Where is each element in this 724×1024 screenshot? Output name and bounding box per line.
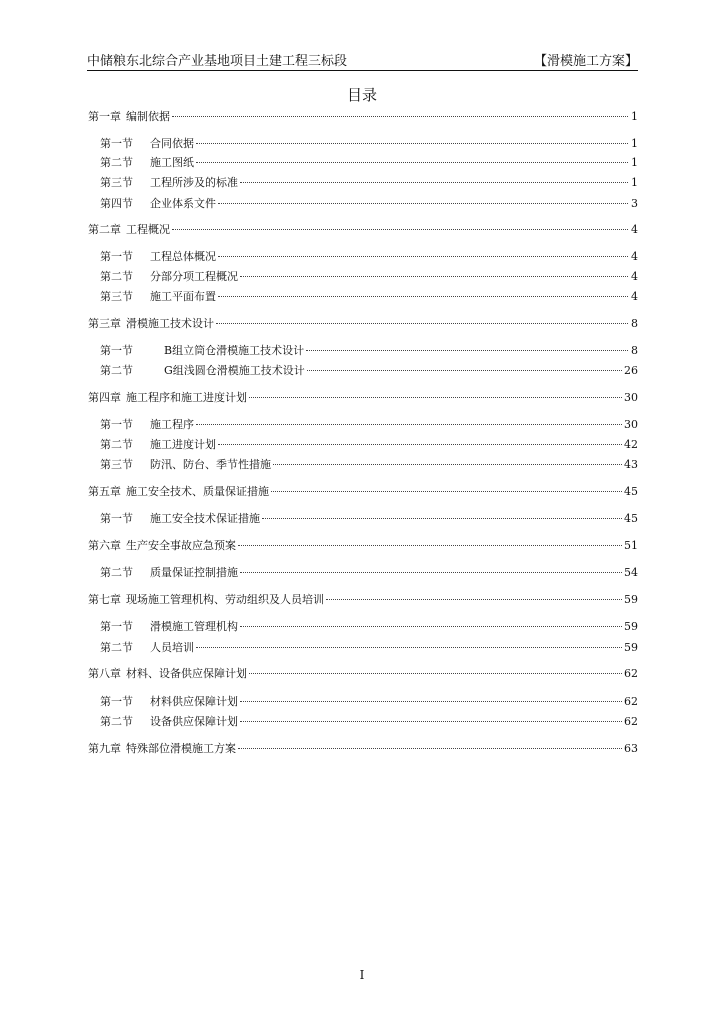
toc-entry-title: 材料供应保障计划 <box>150 695 238 708</box>
toc-entry-page: 8 <box>631 344 638 357</box>
toc-dot-leader <box>196 142 628 144</box>
toc-entry-number: 第二章 <box>88 223 121 236</box>
toc-entry-number: 第二节 <box>100 156 133 169</box>
toc-dot-leader <box>326 598 622 600</box>
toc-dot-leader <box>249 672 622 674</box>
toc-dot-leader <box>271 490 622 492</box>
toc-entry-number: 第六章 <box>88 539 121 552</box>
toc-entry-title: 工程概况 <box>126 223 170 236</box>
toc-entry-number: 第一节 <box>100 620 133 633</box>
toc-dot-leader <box>240 181 628 183</box>
toc-dot-leader <box>172 115 628 117</box>
toc-entry-title: 设备供应保障计划 <box>150 715 238 728</box>
toc-section-entry[interactable] <box>100 175 638 191</box>
toc-entry-title: 人员培训 <box>150 641 194 654</box>
toc-section-entry[interactable] <box>100 619 638 635</box>
toc-entry-title: 防汛、防台、季节性措施 <box>150 458 271 471</box>
toc-entry-title: B组立筒仓滑模施工技术设计 <box>164 344 305 357</box>
toc-entry-page: 51 <box>624 539 638 552</box>
toc-entry-title: 工程所涉及的标准 <box>150 176 238 189</box>
toc-entry-title: 生产安全事故应急预案 <box>126 539 236 552</box>
toc-entry-page: 62 <box>624 695 638 708</box>
toc-chapter-entry[interactable] <box>88 592 638 608</box>
toc-chapter-entry[interactable] <box>88 741 638 757</box>
page-number: I <box>359 968 365 982</box>
header-project-title: 中储粮东北综合产业基地项目土建工程三标段 <box>87 54 348 69</box>
toc-entry-page: 59 <box>624 620 638 633</box>
toc-entry-title: 滑模施工管理机构 <box>150 620 238 633</box>
toc-entry-number: 第八章 <box>88 667 121 680</box>
toc-entry-title: 施工安全技术、质量保证措施 <box>126 485 269 498</box>
toc-chapter-entry[interactable] <box>88 316 638 332</box>
toc-entry-page: 30 <box>624 418 638 431</box>
toc-entry-page: 1 <box>631 176 638 189</box>
toc-entry-page: 45 <box>624 485 638 498</box>
toc-entry-number: 第三章 <box>88 317 121 330</box>
toc-entry-number: 第一节 <box>100 512 133 525</box>
toc-entry-title: 施工程序和施工进度计划 <box>126 391 247 404</box>
toc-dot-leader <box>273 463 622 465</box>
toc-entry-title: 特殊部位滑模施工方案 <box>126 742 236 755</box>
toc-entry-number: 第二节 <box>100 270 133 283</box>
toc-entry-number: 第二节 <box>100 438 133 451</box>
toc-section-entry[interactable] <box>100 714 638 730</box>
toc-section-entry[interactable] <box>100 417 638 433</box>
toc-entry-page: 42 <box>624 438 638 451</box>
toc-section-entry[interactable] <box>100 136 638 152</box>
toc-entry-page: 63 <box>624 742 638 755</box>
toc-entry-page: 62 <box>624 715 638 728</box>
toc-entry-number: 第四节 <box>100 197 133 210</box>
toc-dot-leader <box>196 423 622 425</box>
toc-section-entry[interactable] <box>100 196 638 212</box>
toc-entry-page: 1 <box>631 110 638 123</box>
toc-entry-number: 第九章 <box>88 742 121 755</box>
toc-entry-title: 合同依据 <box>150 137 194 150</box>
toc-entry-page: 1 <box>631 156 638 169</box>
toc-dot-leader <box>218 443 622 445</box>
toc-entry-number: 第二节 <box>100 566 133 579</box>
header-document-type: 【滑模施工方案】 <box>533 54 638 69</box>
toc-dot-leader <box>306 349 628 351</box>
toc-entry-title: 分部分项工程概况 <box>150 270 238 283</box>
toc-entry-title: 编制依据 <box>126 110 170 123</box>
toc-entry-title: 施工程序 <box>150 418 194 431</box>
toc-entry-number: 第五章 <box>88 485 121 498</box>
toc-entry-page: 59 <box>624 641 638 654</box>
toc-dot-leader <box>240 275 628 277</box>
toc-dot-leader <box>238 544 622 546</box>
toc-entry-page: 1 <box>631 137 638 150</box>
toc-entry-number: 第二节 <box>100 364 133 377</box>
toc-entry-page: 30 <box>624 391 638 404</box>
toc-entry-page: 62 <box>624 667 638 680</box>
toc-chapter-entry[interactable] <box>88 222 638 238</box>
toc-chapter-entry[interactable] <box>88 484 638 500</box>
toc-section-entry[interactable] <box>100 269 638 285</box>
toc-entry-title: 施工进度计划 <box>150 438 216 451</box>
toc-entry-title: 现场施工管理机构、劳动组织及人员培训 <box>126 593 324 606</box>
toc-section-entry[interactable] <box>100 155 638 171</box>
toc-dot-leader <box>240 720 622 722</box>
toc-entry-page: 8 <box>631 317 638 330</box>
toc-entry-title: 工程总体概况 <box>150 250 216 263</box>
toc-entry-number: 第一章 <box>88 110 121 123</box>
toc-section-entry[interactable] <box>100 511 638 527</box>
toc-entry-number: 第一节 <box>100 418 133 431</box>
toc-dot-leader <box>216 322 628 324</box>
toc-entry-page: 45 <box>624 512 638 525</box>
toc-entry-number: 第四章 <box>88 391 121 404</box>
toc-entry-number: 第三节 <box>100 458 133 471</box>
toc-entry-page: 54 <box>624 566 638 579</box>
toc-section-entry[interactable] <box>100 343 638 359</box>
toc-dot-leader <box>218 255 628 257</box>
toc-entry-title: 材料、设备供应保障计划 <box>126 667 247 680</box>
page-header <box>87 51 638 69</box>
toc-section-entry[interactable] <box>100 457 638 473</box>
toc-entry-page: 59 <box>624 593 638 606</box>
toc-entry-number: 第三节 <box>100 290 133 303</box>
toc-dot-leader <box>238 747 622 749</box>
toc-dot-leader <box>172 228 628 230</box>
toc-entry-number: 第一节 <box>100 695 133 708</box>
toc-entry-title: 施工图纸 <box>150 156 194 169</box>
toc-section-entry[interactable] <box>100 249 638 265</box>
toc-entry-number: 第一节 <box>100 344 133 357</box>
toc-entry-page: 26 <box>624 364 638 377</box>
toc-section-entry[interactable] <box>100 437 638 453</box>
toc-section-entry[interactable] <box>100 640 638 656</box>
toc-entry-number: 第二节 <box>100 641 133 654</box>
toc-entry-title: 施工平面布置 <box>150 290 216 303</box>
toc-entry-page: 3 <box>631 197 638 210</box>
toc-section-entry[interactable] <box>100 565 638 581</box>
toc-dot-leader <box>196 646 622 648</box>
toc-entry-page: 4 <box>631 270 638 283</box>
toc-dot-leader <box>240 571 622 573</box>
toc-title: 目录 <box>346 86 377 104</box>
toc-entry-title: 施工安全技术保证措施 <box>150 512 260 525</box>
toc-dot-leader <box>218 202 628 204</box>
toc-chapter-entry[interactable] <box>88 666 638 682</box>
toc-dot-leader <box>307 369 622 371</box>
toc-entry-page: 4 <box>631 290 638 303</box>
toc-dot-leader <box>196 161 628 163</box>
toc-section-entry[interactable] <box>100 289 638 305</box>
header-rule <box>87 70 638 71</box>
toc-entry-number: 第一节 <box>100 137 133 150</box>
toc-chapter-entry[interactable] <box>88 390 638 406</box>
toc-section-entry[interactable] <box>100 363 638 379</box>
toc-entry-number: 第三节 <box>100 176 133 189</box>
toc-dot-leader <box>218 295 628 297</box>
toc-dot-leader <box>262 517 622 519</box>
toc-section-entry[interactable] <box>100 694 638 710</box>
toc-entry-title: 质量保证控制措施 <box>150 566 238 579</box>
toc-dot-leader <box>240 625 622 627</box>
toc-entry-title: G组浅圆仓滑模施工技术设计 <box>164 364 305 377</box>
toc-entry-title: 滑模施工技术设计 <box>126 317 214 330</box>
toc-dot-leader <box>240 700 622 702</box>
toc-entry-page: 43 <box>624 458 638 471</box>
toc-chapter-entry[interactable] <box>88 109 638 125</box>
toc-entry-page: 4 <box>631 223 638 236</box>
toc-entry-number: 第七章 <box>88 593 121 606</box>
toc-chapter-entry[interactable] <box>88 538 638 554</box>
toc-entry-page: 4 <box>631 250 638 263</box>
toc-entry-title: 企业体系文件 <box>150 197 216 210</box>
toc-entry-number: 第一节 <box>100 250 133 263</box>
toc-dot-leader <box>249 396 622 398</box>
toc-entry-number: 第二节 <box>100 715 133 728</box>
